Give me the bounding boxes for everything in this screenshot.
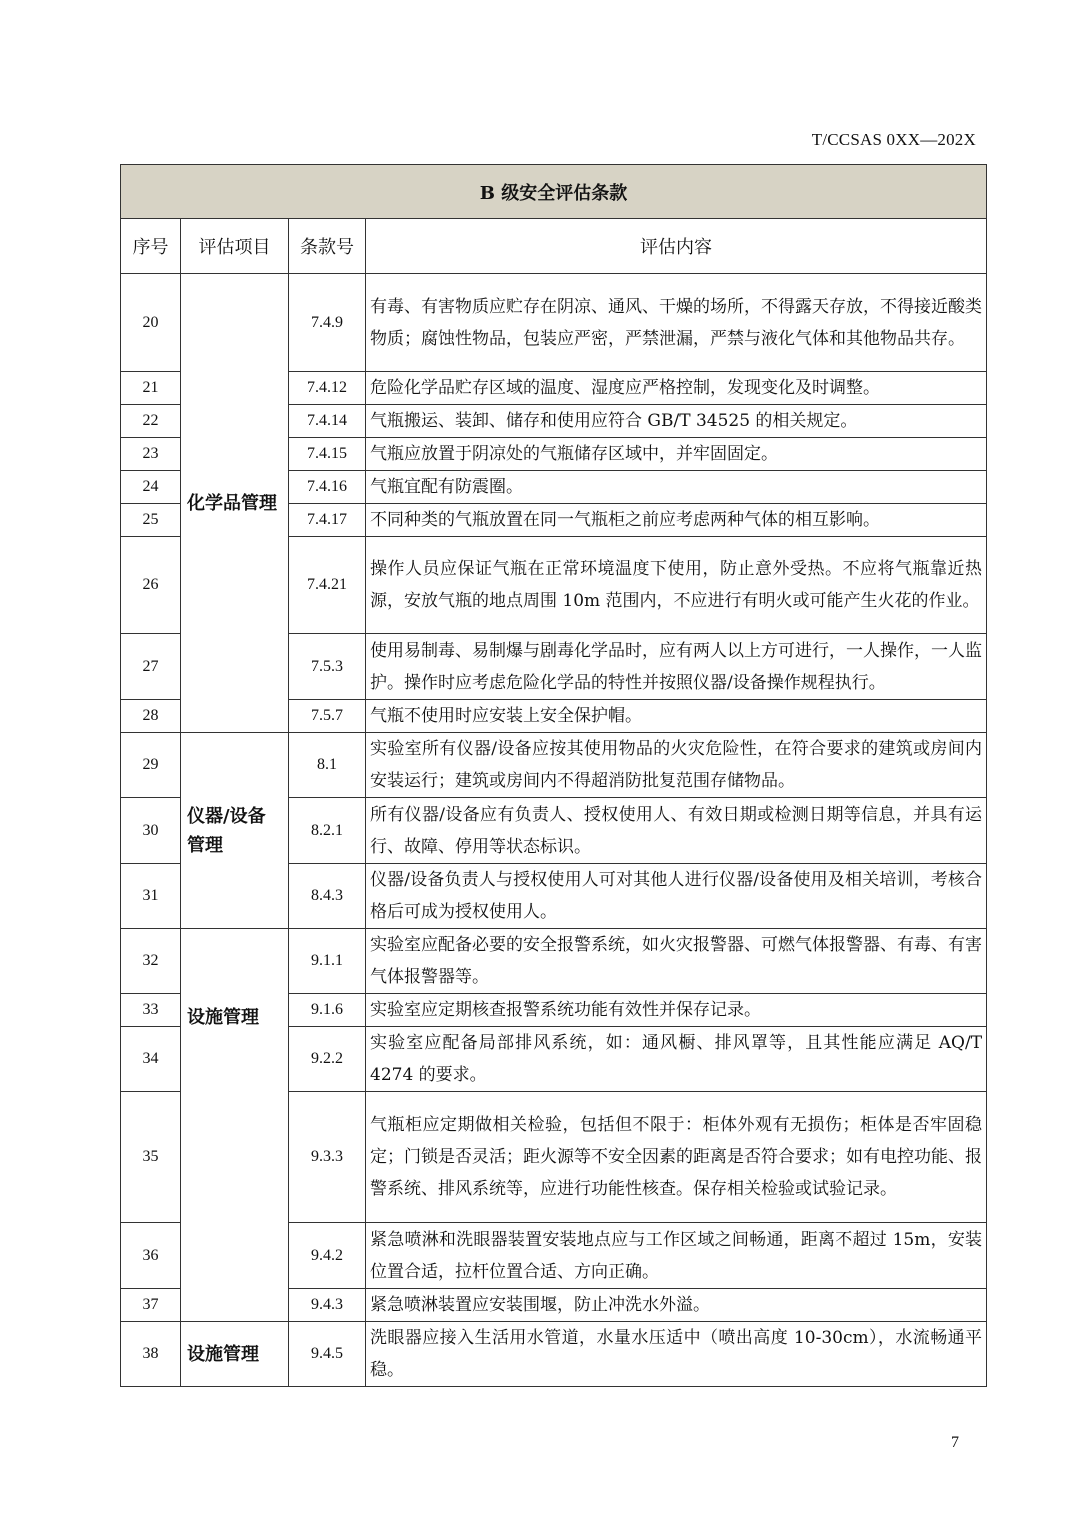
clause-number: 9.1.6 [289, 994, 366, 1027]
assessment-content: 有毒、有害物质应贮存在阴凉、通风、干燥的场所，不得露天存放，不得接近酸类物质；腐蚀性物品，包装应严密，严禁泄漏，严禁与液化气体和其他物品共存。 [366, 274, 987, 372]
row-number: 25 [121, 504, 181, 537]
table-row [121, 733, 987, 798]
assessment-content: 使用易制毒、易制爆与剧毒化学品时，应有两人以上方可进行，一人操作，一人监护。操作时应考虑危险化学品的特性并按照仪器/设备操作规程执行。 [366, 634, 987, 700]
assessment-content: 紧急喷淋装置应安装围堰，防止冲洗水外溢。 [366, 1289, 987, 1322]
table-caption: B 级安全评估条款 [121, 165, 987, 219]
document-code: T/CCSAS 0XX—202X [811, 130, 976, 149]
row-number: 36 [121, 1223, 181, 1289]
table-row [121, 274, 987, 372]
assessment-content: 实验室所有仪器/设备应按其使用物品的火灾危险性，在符合要求的建筑或房间内安装运行；建筑或房间内不得超消防批复范围存储物品。 [366, 733, 987, 798]
row-number: 20 [121, 274, 181, 372]
assessment-content: 所有仪器/设备应有负责人、授权使用人、有效日期或检测日期等信息，并具有运行、故障、停用等状态标识。 [366, 798, 987, 864]
column-header-content: 评估内容 [366, 219, 987, 274]
clause-number: 9.4.2 [289, 1223, 366, 1289]
clause-number: 9.2.2 [289, 1027, 366, 1092]
assessment-item: 设施管理 [181, 1322, 289, 1387]
table-body [121, 274, 987, 1387]
assessment-content: 实验室应配备局部排风系统，如：通风橱、排风罩等，且其性能应满足 AQ/T 4274 的要求。 [366, 1027, 987, 1092]
assessment-content: 操作人员应保证气瓶在正常环境温度下使用，防止意外受热。不应将气瓶靠近热源，安放气瓶的地点周围 10m 范围内，不应进行有明火或可能产生火花的作业。 [366, 537, 987, 634]
row-number: 28 [121, 700, 181, 733]
assessment-content: 实验室应定期核查报警系统功能有效性并保存记录。 [366, 994, 987, 1027]
clause-number: 7.4.12 [289, 372, 366, 405]
table-row [121, 929, 987, 994]
clause-number: 7.4.17 [289, 504, 366, 537]
clause-number: 8.4.3 [289, 864, 366, 929]
row-number: 21 [121, 372, 181, 405]
clause-number: 9.1.1 [289, 929, 366, 994]
row-number: 33 [121, 994, 181, 1027]
column-header-item: 评估项目 [181, 219, 289, 274]
row-number: 34 [121, 1027, 181, 1092]
row-number: 23 [121, 438, 181, 471]
clause-number: 9.4.3 [289, 1289, 366, 1322]
row-number: 32 [121, 929, 181, 994]
assessment-item: 化学品管理 [181, 274, 289, 733]
row-number: 31 [121, 864, 181, 929]
clause-number: 7.4.16 [289, 471, 366, 504]
assessment-content: 气瓶搬运、装卸、储存和使用应符合 GB/T 34525 的相关规定。 [366, 405, 987, 438]
assessment-table [120, 164, 987, 1387]
assessment-item: 设施管理 [181, 929, 289, 1322]
clause-number: 8.2.1 [289, 798, 366, 864]
clause-number: 7.4.14 [289, 405, 366, 438]
assessment-content: 实验室应配备必要的安全报警系统，如火灾报警器、可燃气体报警器、有毒、有害气体报警器等。 [366, 929, 987, 994]
row-number: 22 [121, 405, 181, 438]
page-number: 7 [951, 1434, 959, 1451]
row-number: 37 [121, 1289, 181, 1322]
clause-number: 8.1 [289, 733, 366, 798]
assessment-content: 气瓶柜应定期做相关检验，包括但不限于：柜体外观有无损伤；柜体是否牢固稳定；门锁是否灵活；距火源等不安全因素的距离是否符合要求；如有电控功能、报警系统、排风系统等，应进行功能性核查。保存相关检验或试验记录。 [366, 1092, 987, 1223]
assessment-content: 仪器/设备负责人与授权使用人可对其他人进行仪器/设备使用及相关培训，考核合格后可成为授权使用人。 [366, 864, 987, 929]
table-row [121, 1322, 987, 1387]
assessment-content: 紧急喷淋和洗眼器装置安装地点应与工作区域之间畅通，距离不超过 15m，安装位置合适，拉杆位置合适、方向正确。 [366, 1223, 987, 1289]
assessment-item: 仪器/设备管理 [181, 733, 289, 929]
row-number: 27 [121, 634, 181, 700]
clause-number: 7.4.9 [289, 274, 366, 372]
assessment-content: 气瓶宜配有防震圈。 [366, 471, 987, 504]
assessment-content: 危险化学品贮存区域的温度、湿度应严格控制，发现变化及时调整。 [366, 372, 987, 405]
clause-number: 9.4.5 [289, 1322, 366, 1387]
row-number: 29 [121, 733, 181, 798]
row-number: 35 [121, 1092, 181, 1223]
row-number: 24 [121, 471, 181, 504]
column-header-clause: 条款号 [289, 219, 366, 274]
row-number: 26 [121, 537, 181, 634]
clause-number: 7.4.21 [289, 537, 366, 634]
row-number: 38 [121, 1322, 181, 1387]
clause-number: 7.4.15 [289, 438, 366, 471]
assessment-content: 气瓶应放置于阴凉处的气瓶储存区域中，并牢固固定。 [366, 438, 987, 471]
clause-number: 9.3.3 [289, 1092, 366, 1223]
assessment-content: 不同种类的气瓶放置在同一气瓶柜之前应考虑两种气体的相互影响。 [366, 504, 987, 537]
clause-number: 7.5.7 [289, 700, 366, 733]
column-header-no: 序号 [121, 219, 181, 274]
clause-number: 7.5.3 [289, 634, 366, 700]
assessment-content: 洗眼器应接入生活用水管道，水量水压适中（喷出高度 10-30cm），水流畅通平稳。 [366, 1322, 987, 1387]
row-number: 30 [121, 798, 181, 864]
assessment-content: 气瓶不使用时应安装上安全保护帽。 [366, 700, 987, 733]
